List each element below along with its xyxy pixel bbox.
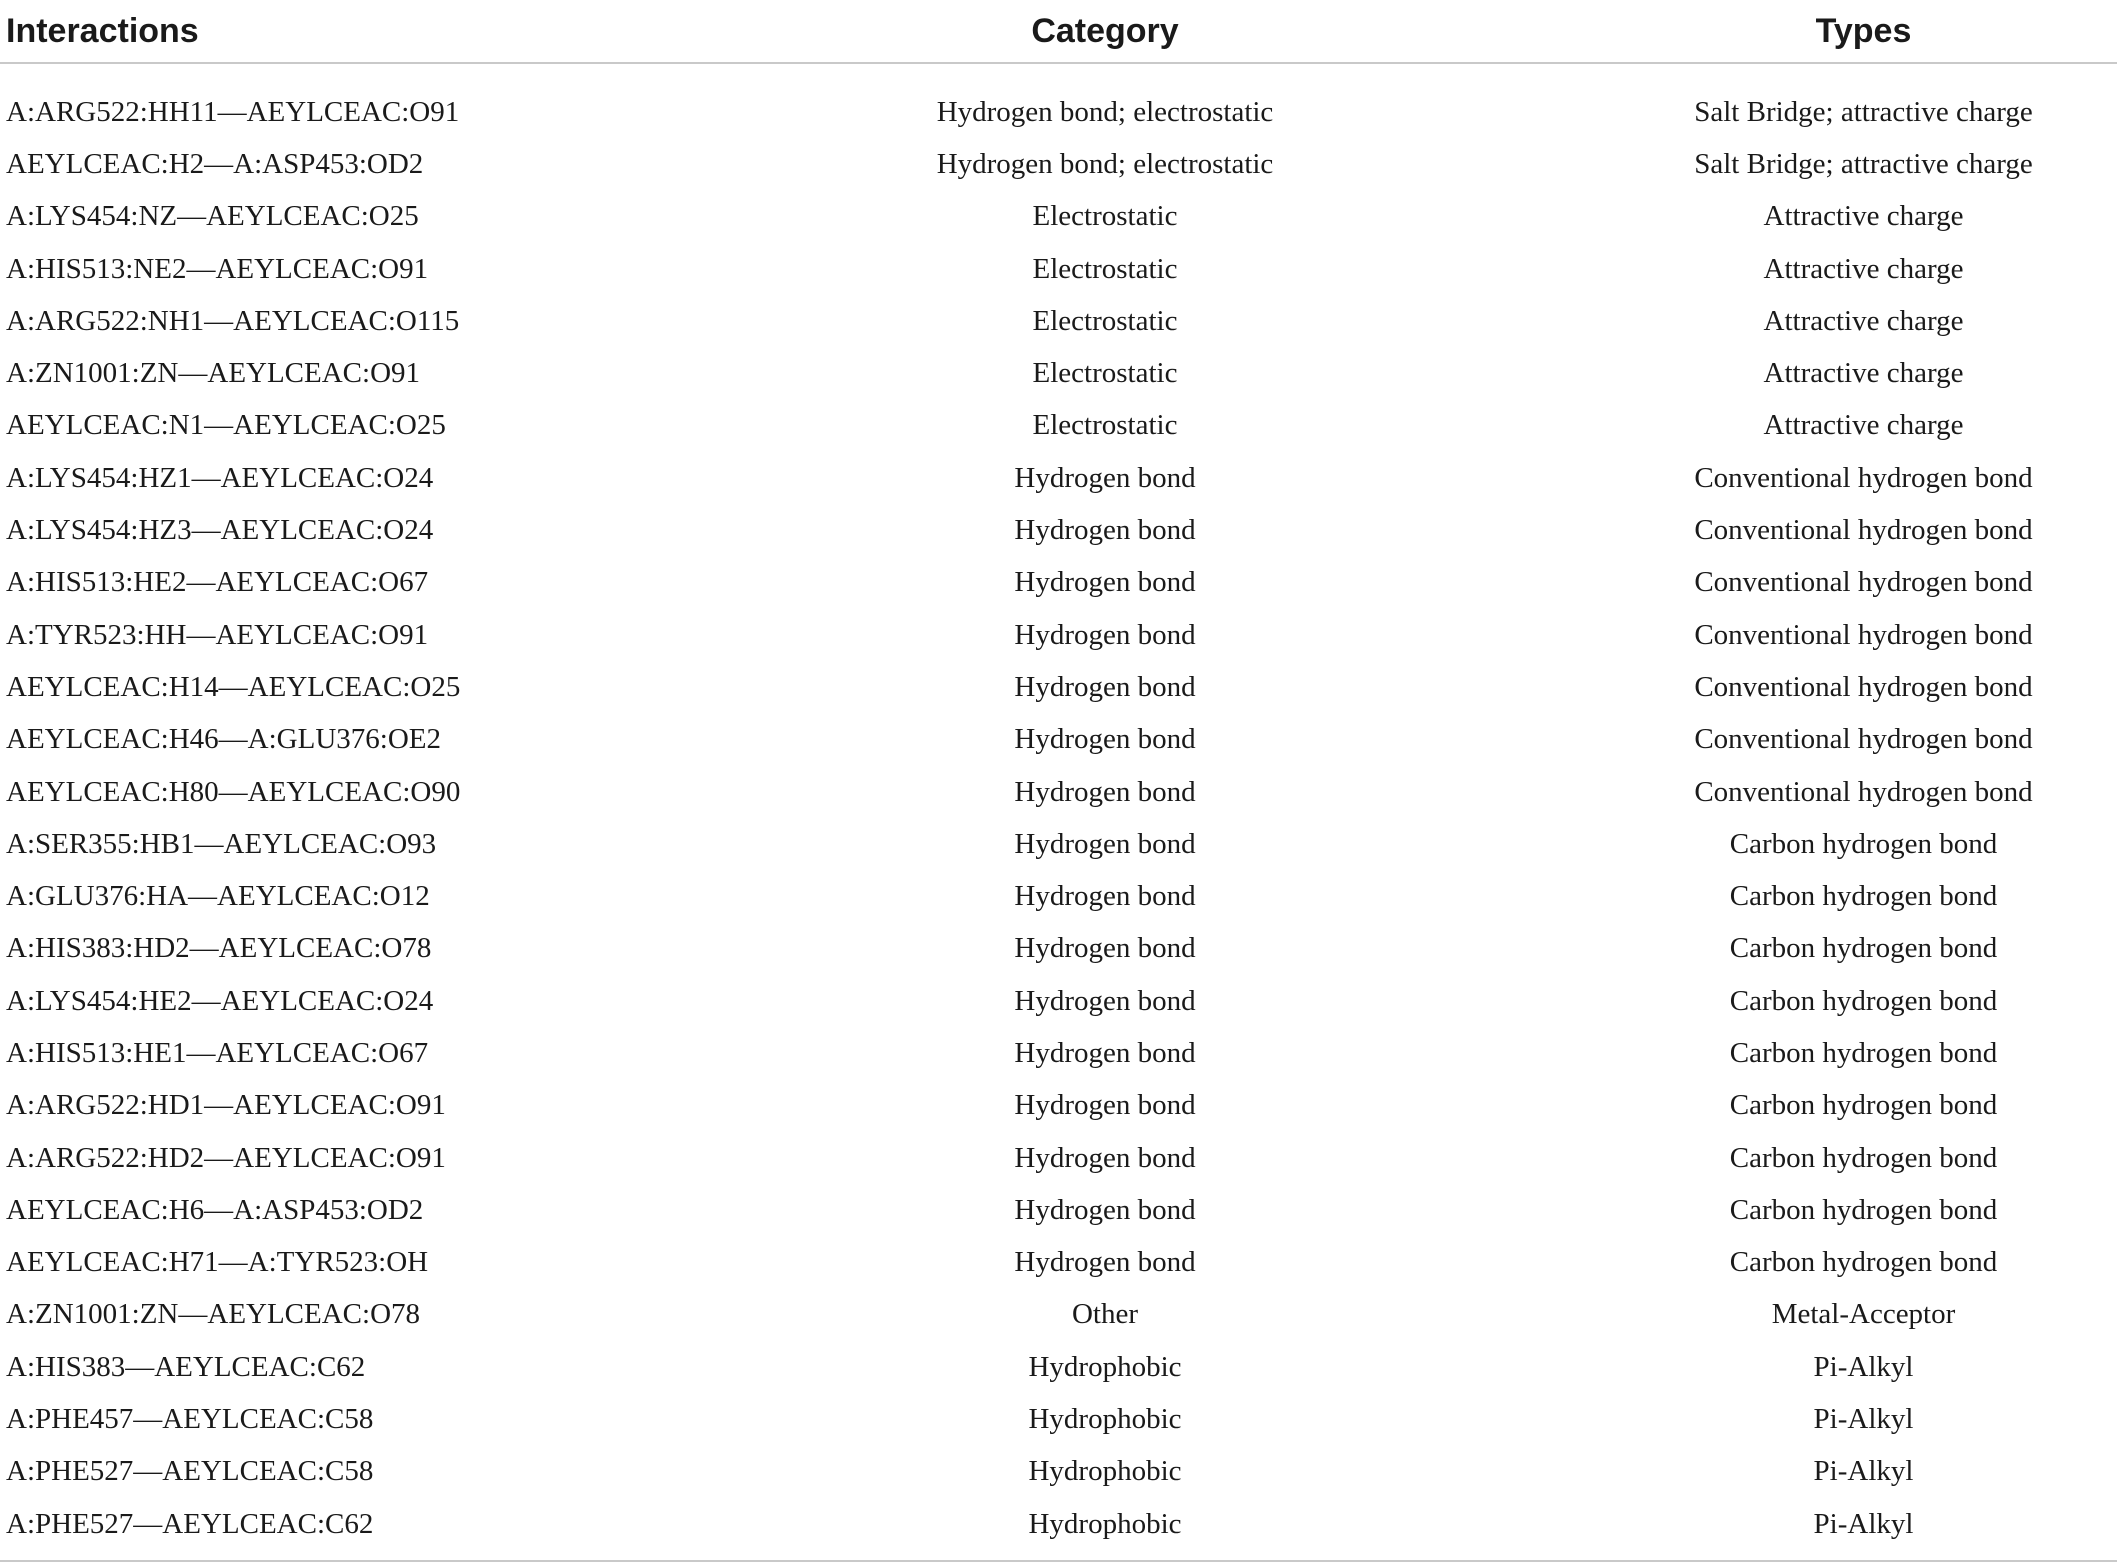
type-cell: Pi-Alkyl bbox=[1813, 1403, 1914, 1436]
interaction-cell: A:ARG522:HD2—AEYLCEAC:O91 bbox=[6, 1141, 446, 1174]
table-row bbox=[0, 1080, 2117, 1132]
type-cell: Carbon hydrogen bond bbox=[1729, 880, 1998, 913]
table-row bbox=[0, 295, 2117, 347]
interaction-cell: AEYLCEAC:H46—A:GLU376:OE2 bbox=[6, 723, 441, 756]
type-cell: Conventional hydrogen bond bbox=[1694, 461, 2033, 494]
table-row bbox=[0, 63, 2117, 138]
type-cell: Pi-Alkyl bbox=[1813, 1507, 1914, 1540]
category-cell: Hydrogen bond bbox=[1014, 618, 1196, 651]
interaction-cell: A:ARG522:NH1—AEYLCEAC:O115 bbox=[6, 304, 460, 337]
category-cell: Hydrophobic bbox=[1028, 1403, 1182, 1436]
category-cell: Hydrophobic bbox=[1028, 1455, 1182, 1488]
interaction-cell: AEYLCEAC:H2—A:ASP453:OD2 bbox=[6, 147, 424, 180]
type-cell: Carbon hydrogen bond bbox=[1729, 1246, 1998, 1279]
type-cell: Carbon hydrogen bond bbox=[1729, 1193, 1998, 1226]
interaction-cell: A:PHE527—AEYLCEAC:C62 bbox=[6, 1507, 374, 1540]
table-row bbox=[0, 191, 2117, 243]
interaction-cell: A:LYS454:HE2—AEYLCEAC:O24 bbox=[6, 984, 434, 1017]
category-cell: Hydrogen bond bbox=[1014, 723, 1196, 756]
header-interactions: Interactions bbox=[0, 0, 720, 63]
table-row bbox=[0, 1027, 2117, 1079]
type-cell: Conventional hydrogen bond bbox=[1694, 723, 2033, 756]
interaction-cell: A:HIS383—AEYLCEAC:C62 bbox=[6, 1350, 366, 1383]
interaction-cell: A:LYS454:HZ1—AEYLCEAC:O24 bbox=[6, 461, 434, 494]
interaction-cell: A:ARG522:HH11—AEYLCEAC:O91 bbox=[6, 95, 460, 128]
category-cell: Hydrogen bond bbox=[1014, 670, 1196, 703]
interaction-cell: AEYLCEAC:H6—A:ASP453:OD2 bbox=[6, 1193, 424, 1226]
table-row bbox=[0, 818, 2117, 870]
table-row bbox=[0, 1237, 2117, 1289]
type-cell: Attractive charge bbox=[1763, 304, 1964, 337]
table-row bbox=[0, 870, 2117, 922]
type-cell: Carbon hydrogen bond bbox=[1729, 1089, 1998, 1122]
table-row bbox=[0, 1446, 2117, 1498]
type-cell: Carbon hydrogen bond bbox=[1729, 827, 1998, 860]
interaction-cell: A:PHE527—AEYLCEAC:C58 bbox=[6, 1455, 374, 1488]
category-cell: Hydrophobic bbox=[1028, 1507, 1182, 1540]
table-row bbox=[0, 766, 2117, 818]
interaction-cell: AEYLCEAC:H71—A:TYR523:OH bbox=[6, 1246, 429, 1279]
interaction-cell: A:ZN1001:ZN—AEYLCEAC:O78 bbox=[6, 1298, 421, 1331]
interaction-cell: A:TYR523:HH—AEYLCEAC:O91 bbox=[6, 618, 429, 651]
table-row bbox=[0, 138, 2117, 190]
category-cell: Hydrogen bond bbox=[1014, 514, 1196, 547]
header-row bbox=[0, 0, 2117, 63]
type-cell: Carbon hydrogen bond bbox=[1729, 1141, 1998, 1174]
category-cell: Hydrogen bond bbox=[1014, 566, 1196, 599]
table-row bbox=[0, 243, 2117, 295]
header-types: Types bbox=[1490, 0, 2117, 63]
type-cell: Attractive charge bbox=[1763, 252, 1964, 285]
type-cell: Conventional hydrogen bond bbox=[1694, 514, 2033, 547]
type-cell: Carbon hydrogen bond bbox=[1729, 932, 1998, 965]
type-cell: Attractive charge bbox=[1763, 200, 1964, 233]
category-cell: Hydrogen bond bbox=[1014, 1246, 1196, 1279]
table-row bbox=[0, 975, 2117, 1027]
interaction-cell: A:LYS454:NZ—AEYLCEAC:O25 bbox=[6, 200, 419, 233]
category-cell: Hydrogen bond bbox=[1014, 1036, 1196, 1069]
type-cell: Conventional hydrogen bond bbox=[1694, 618, 2033, 651]
type-cell: Salt Bridge; attractive charge bbox=[1694, 147, 2033, 180]
table-row bbox=[0, 1498, 2117, 1550]
table-header bbox=[0, 0, 2117, 63]
type-cell: Pi-Alkyl bbox=[1813, 1455, 1914, 1488]
type-cell: Carbon hydrogen bond bbox=[1729, 984, 1998, 1017]
interaction-cell: A:SER355:HB1—AEYLCEAC:O93 bbox=[6, 827, 437, 860]
category-cell: Hydrogen bond bbox=[1014, 932, 1196, 965]
category-cell: Electrostatic bbox=[1032, 357, 1178, 390]
category-cell: Electrostatic bbox=[1032, 252, 1178, 285]
table-row bbox=[0, 1341, 2117, 1393]
interaction-cell: A:ZN1001:ZN—AEYLCEAC:O91 bbox=[6, 357, 421, 390]
table-row bbox=[0, 1132, 2117, 1184]
interaction-cell: A:LYS454:HZ3—AEYLCEAC:O24 bbox=[6, 514, 434, 547]
table-row bbox=[0, 400, 2117, 452]
category-cell: Hydrogen bond bbox=[1014, 1141, 1196, 1174]
interaction-cell: A:HIS383:HD2—AEYLCEAC:O78 bbox=[6, 932, 432, 965]
table-row bbox=[0, 923, 2117, 975]
table-row bbox=[0, 504, 2117, 556]
table-row bbox=[0, 452, 2117, 504]
interaction-cell: A:GLU376:HA—AEYLCEAC:O12 bbox=[6, 880, 430, 913]
table-row bbox=[0, 661, 2117, 713]
type-cell: Attractive charge bbox=[1763, 357, 1964, 390]
table-row bbox=[0, 1184, 2117, 1236]
type-cell: Pi-Alkyl bbox=[1813, 1350, 1914, 1383]
table-row bbox=[0, 714, 2117, 766]
type-cell: Conventional hydrogen bond bbox=[1694, 670, 2033, 703]
type-cell: Conventional hydrogen bond bbox=[1694, 566, 2033, 599]
table-row bbox=[0, 609, 2117, 661]
table-row bbox=[0, 347, 2117, 399]
category-cell: Electrostatic bbox=[1032, 409, 1178, 442]
category-cell: Hydrogen bond bbox=[1014, 880, 1196, 913]
interaction-cell: A:HIS513:NE2—AEYLCEAC:O91 bbox=[6, 252, 429, 285]
interaction-cell: A:PHE457—AEYLCEAC:C58 bbox=[6, 1403, 374, 1436]
interaction-cell: A:ARG522:HD1—AEYLCEAC:O91 bbox=[6, 1089, 446, 1122]
table-row bbox=[0, 1393, 2117, 1445]
type-cell: Attractive charge bbox=[1763, 409, 1964, 442]
type-cell: Conventional hydrogen bond bbox=[1694, 775, 2033, 808]
category-cell: Electrostatic bbox=[1032, 304, 1178, 337]
category-cell: Hydrophobic bbox=[1028, 1350, 1182, 1383]
category-cell: Electrostatic bbox=[1032, 200, 1178, 233]
table-bottom-rule bbox=[0, 1560, 2117, 1562]
category-cell: Hydrogen bond bbox=[1014, 775, 1196, 808]
interaction-cell: A:HIS513:HE2—AEYLCEAC:O67 bbox=[6, 566, 429, 599]
category-cell: Other bbox=[1071, 1298, 1139, 1331]
type-cell: Metal-Acceptor bbox=[1771, 1298, 1956, 1331]
category-cell: Hydrogen bond bbox=[1014, 984, 1196, 1017]
type-cell: Carbon hydrogen bond bbox=[1729, 1036, 1998, 1069]
table-row bbox=[0, 1289, 2117, 1341]
type-cell: Salt Bridge; attractive charge bbox=[1694, 95, 2033, 128]
table-body bbox=[0, 63, 2117, 1550]
interaction-cell: AEYLCEAC:N1—AEYLCEAC:O25 bbox=[6, 409, 446, 442]
interaction-cell: AEYLCEAC:H80—AEYLCEAC:O90 bbox=[6, 775, 461, 808]
interaction-cell: A:HIS513:HE1—AEYLCEAC:O67 bbox=[6, 1036, 429, 1069]
interaction-cell: AEYLCEAC:H14—AEYLCEAC:O25 bbox=[6, 670, 461, 703]
category-cell: Hydrogen bond bbox=[1014, 1193, 1196, 1226]
category-cell: Hydrogen bond bbox=[1014, 1089, 1196, 1122]
table-row bbox=[0, 557, 2117, 609]
header-category: Category bbox=[720, 0, 1490, 63]
category-cell: Hydrogen bond; electrostatic bbox=[936, 147, 1274, 180]
category-cell: Hydrogen bond bbox=[1014, 827, 1196, 860]
category-cell: Hydrogen bond; electrostatic bbox=[936, 95, 1274, 128]
category-cell: Hydrogen bond bbox=[1014, 461, 1196, 494]
